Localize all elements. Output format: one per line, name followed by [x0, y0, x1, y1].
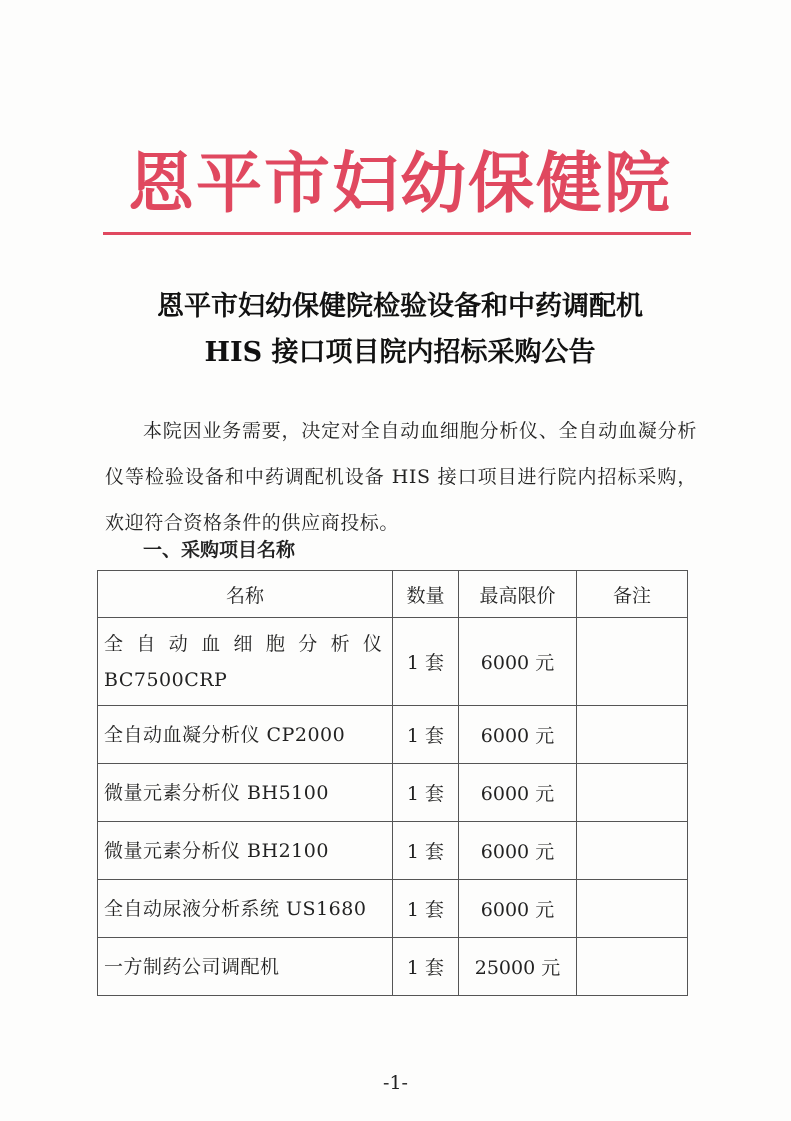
item-note — [577, 938, 688, 996]
item-name-line-2: BC7500CRP — [104, 668, 228, 691]
document-title-line-2: HIS 接口项目院内招标采购公告 — [204, 337, 596, 368]
item-quantity: 1 套 — [393, 618, 459, 706]
item-name-line-1: 全自动血细胞分析仪 — [104, 632, 386, 655]
item-name: 微量元素分析仪 BH2100 — [98, 822, 393, 880]
item-note — [577, 880, 688, 938]
intro-paragraph: 本院因业务需要，决定对全自动血细胞分析仪、全自动血凝分析仪等检验设备和中药调配机设备 HIS 接口项目进行院内招标采购，欢迎符合资格条件的供应商投标。 — [105, 420, 697, 534]
header-remarks: 备注 — [577, 571, 688, 618]
document-title-line-1: 恩平市妇幼保健院检验设备和中药调配机 — [157, 291, 643, 322]
header-name: 名称 — [98, 571, 393, 618]
item-price: 6000 元 — [459, 706, 577, 764]
item-name — [98, 618, 393, 706]
item-note — [577, 764, 688, 822]
procurement-items-table — [97, 570, 688, 996]
item-quantity: 1 套 — [393, 880, 459, 938]
document-title — [80, 284, 720, 376]
page-number: -1- — [383, 1072, 408, 1094]
table-row — [98, 938, 688, 996]
table-row — [98, 822, 688, 880]
table-row — [98, 880, 688, 938]
table-header-row — [98, 571, 688, 618]
item-price: 6000 元 — [459, 880, 577, 938]
item-quantity: 1 套 — [393, 764, 459, 822]
item-name: 全自动尿液分析系统 US1680 — [98, 880, 393, 938]
item-note — [577, 706, 688, 764]
header-max-price: 最高限价 — [459, 571, 577, 618]
item-quantity: 1 套 — [393, 706, 459, 764]
letterhead-rule — [103, 232, 691, 235]
table-row — [98, 618, 688, 706]
item-name: 微量元素分析仪 BH5100 — [98, 764, 393, 822]
table-row — [98, 706, 688, 764]
item-price: 25000 元 — [459, 938, 577, 996]
item-note — [577, 618, 688, 706]
item-price: 6000 元 — [459, 764, 577, 822]
item-price: 6000 元 — [459, 618, 577, 706]
item-quantity: 1 套 — [393, 938, 459, 996]
item-name: 全自动血凝分析仪 CP2000 — [98, 706, 393, 764]
item-note — [577, 822, 688, 880]
item-name: 一方制药公司调配机 — [98, 938, 393, 996]
item-quantity: 1 套 — [393, 822, 459, 880]
header-quantity: 数量 — [393, 571, 459, 618]
section-heading-procurement-items: 一、采购项目名称 — [143, 539, 296, 561]
letterhead-title: 恩平市妇幼保健院 — [128, 144, 672, 222]
item-price: 6000 元 — [459, 822, 577, 880]
table-row — [98, 764, 688, 822]
